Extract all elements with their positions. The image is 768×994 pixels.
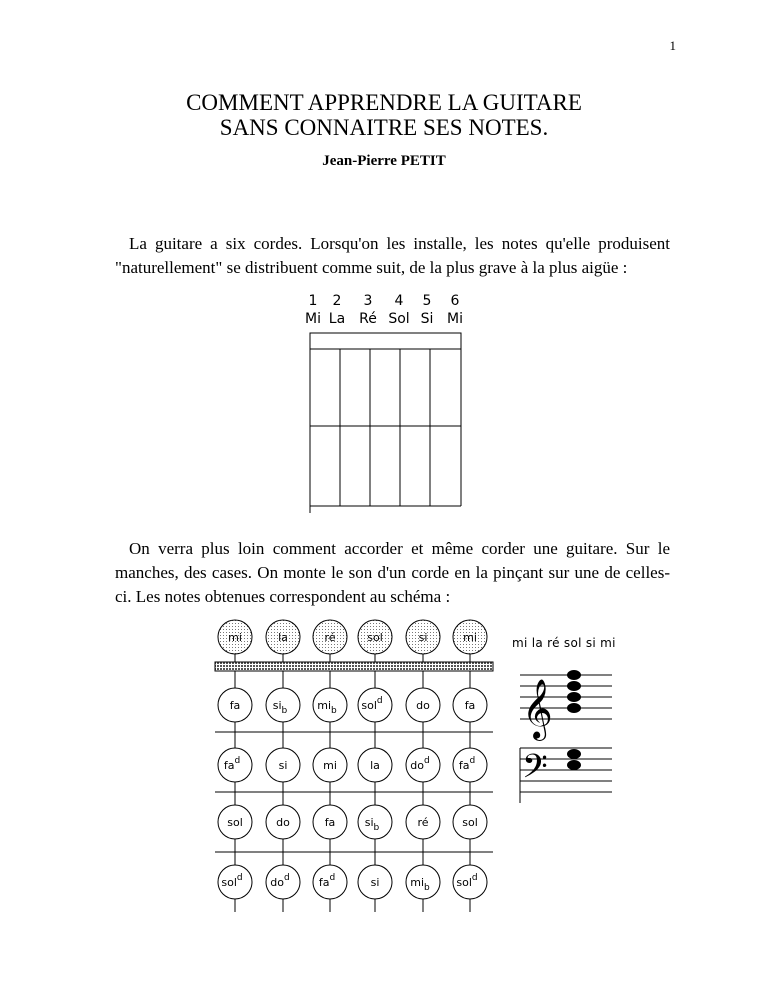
fret-note-1-6 xyxy=(453,688,487,722)
string-number-3: 3 xyxy=(363,293,373,309)
fret-note-4-1 xyxy=(218,865,252,899)
svg-text:sold: sol$^d$ xyxy=(221,873,243,889)
svg-text:sol: sol xyxy=(367,631,383,644)
fret-note-4-6 xyxy=(453,865,487,899)
fret-note-3-5 xyxy=(406,805,440,839)
fret-note-4-4 xyxy=(358,865,392,899)
svg-text:mib: $mi_b$ xyxy=(317,699,337,716)
svg-text:fa: fa xyxy=(464,699,476,712)
svg-text:si: si xyxy=(418,631,428,644)
open-note-2 xyxy=(266,620,300,654)
title-line-2: SANS CONNAITRE SES NOTES. xyxy=(219,115,549,140)
intro-paragraph: La guitare a six cordes. Lorsqu'on les installe, les notes qu'elle produisent "naturellement" se distribuent comme suit, de la plus grave à la plus aigüe : xyxy=(115,234,670,277)
fret-note-1-5 xyxy=(406,688,440,722)
fret-note-2-4 xyxy=(358,748,392,782)
string-note-2: La xyxy=(328,311,346,327)
fret-note-1-1 xyxy=(218,688,252,722)
string-number-5: 5 xyxy=(422,293,432,309)
svg-text:la: la xyxy=(278,631,288,644)
treble-notes xyxy=(567,670,581,713)
string-number-1: 1 xyxy=(308,293,318,309)
fret-note-2-5 xyxy=(406,748,440,782)
fret-note-2-3 xyxy=(313,748,347,782)
string-note-3: Ré xyxy=(359,311,377,327)
string-note-4: Sol xyxy=(388,311,410,327)
fret-note-4-3 xyxy=(313,865,347,899)
svg-text:do: do xyxy=(276,816,290,829)
string-note-1: Mi xyxy=(305,311,321,327)
svg-text:fad: $fa^d$ xyxy=(223,756,241,772)
open-strings-diagram xyxy=(295,288,475,513)
document-title xyxy=(0,90,768,140)
open-note-6 xyxy=(453,620,487,654)
svg-text:ré: ré xyxy=(324,631,336,644)
fret-note-3-1 xyxy=(218,805,252,839)
fret-note-1-3 xyxy=(313,688,347,722)
svg-text:sold: sol$^d$ xyxy=(361,696,383,712)
string-note-6: Mi xyxy=(447,311,463,327)
open-note-1 xyxy=(218,620,252,654)
fret-note-1-2 xyxy=(266,688,300,722)
svg-text:dod: $do^d$ xyxy=(270,873,290,889)
title-line-1: COMMENT APPRENDRE LA GUITARE xyxy=(186,90,582,115)
svg-text:sib: $si_b$ xyxy=(272,699,288,716)
string-note-5: Si xyxy=(420,311,434,327)
fret-note-4-5 xyxy=(406,865,440,899)
svg-text:si: si xyxy=(278,759,288,772)
svg-text:sol: sol xyxy=(462,816,478,829)
staff-diagram xyxy=(512,660,622,810)
open-note-5 xyxy=(406,620,440,654)
svg-text:dod: $do^d$ xyxy=(410,756,430,772)
fret-note-2-2 xyxy=(266,748,300,782)
svg-text:do: do xyxy=(416,699,430,712)
string-number-6: 6 xyxy=(450,293,460,309)
svg-text:mib: $mi_b$ xyxy=(410,876,430,893)
treble-clef-icon: 𝄞 xyxy=(522,679,553,739)
fret-note-2-1 xyxy=(218,748,252,782)
svg-text:si: si xyxy=(370,876,380,889)
fretboard-notes-diagram xyxy=(205,617,505,917)
author-name: Jean-Pierre PETIT xyxy=(322,153,446,169)
fret-note-4-2 xyxy=(266,865,300,899)
svg-text:mi: mi xyxy=(323,759,337,772)
fret-note-3-4 xyxy=(358,805,392,839)
open-note-4 xyxy=(358,620,392,654)
svg-text:mi: mi xyxy=(228,631,242,644)
fret-note-2-6 xyxy=(453,748,487,782)
svg-text:fa: fa xyxy=(324,816,336,829)
fret-paragraph: On verra plus loin comment accorder et même corder une guitare. Sur le manches, des cases. On monte le son d'un corde en la pinçant sur une de celles-ci. Les notes obtenues correspondent au schéma : xyxy=(115,539,670,606)
staff-caption: mi la ré sol si mi xyxy=(512,636,616,650)
fret-note-3-3 xyxy=(313,805,347,839)
fret-note-1-4 xyxy=(358,688,392,722)
svg-text:sib: $si_b$ xyxy=(364,816,380,833)
fret-note-3-6 xyxy=(453,805,487,839)
bass-clef-icon: 𝄢 xyxy=(522,748,548,794)
svg-text:la: la xyxy=(370,759,380,772)
open-note-3 xyxy=(313,620,347,654)
svg-text:ré: ré xyxy=(417,816,429,829)
svg-text:sold: sol$^d$ xyxy=(456,873,478,889)
svg-text:sol: sol xyxy=(227,816,243,829)
page-number: 1 xyxy=(669,38,676,53)
svg-text:fa: fa xyxy=(229,699,241,712)
string-number-4: 4 xyxy=(394,293,404,309)
fret-note-3-2 xyxy=(266,805,300,839)
svg-text:mi: mi xyxy=(463,631,477,644)
svg-text:fad: $fa^d$ xyxy=(318,873,336,889)
svg-text:fad: $fa^d$ xyxy=(458,756,476,772)
string-number-2: 2 xyxy=(332,293,342,309)
